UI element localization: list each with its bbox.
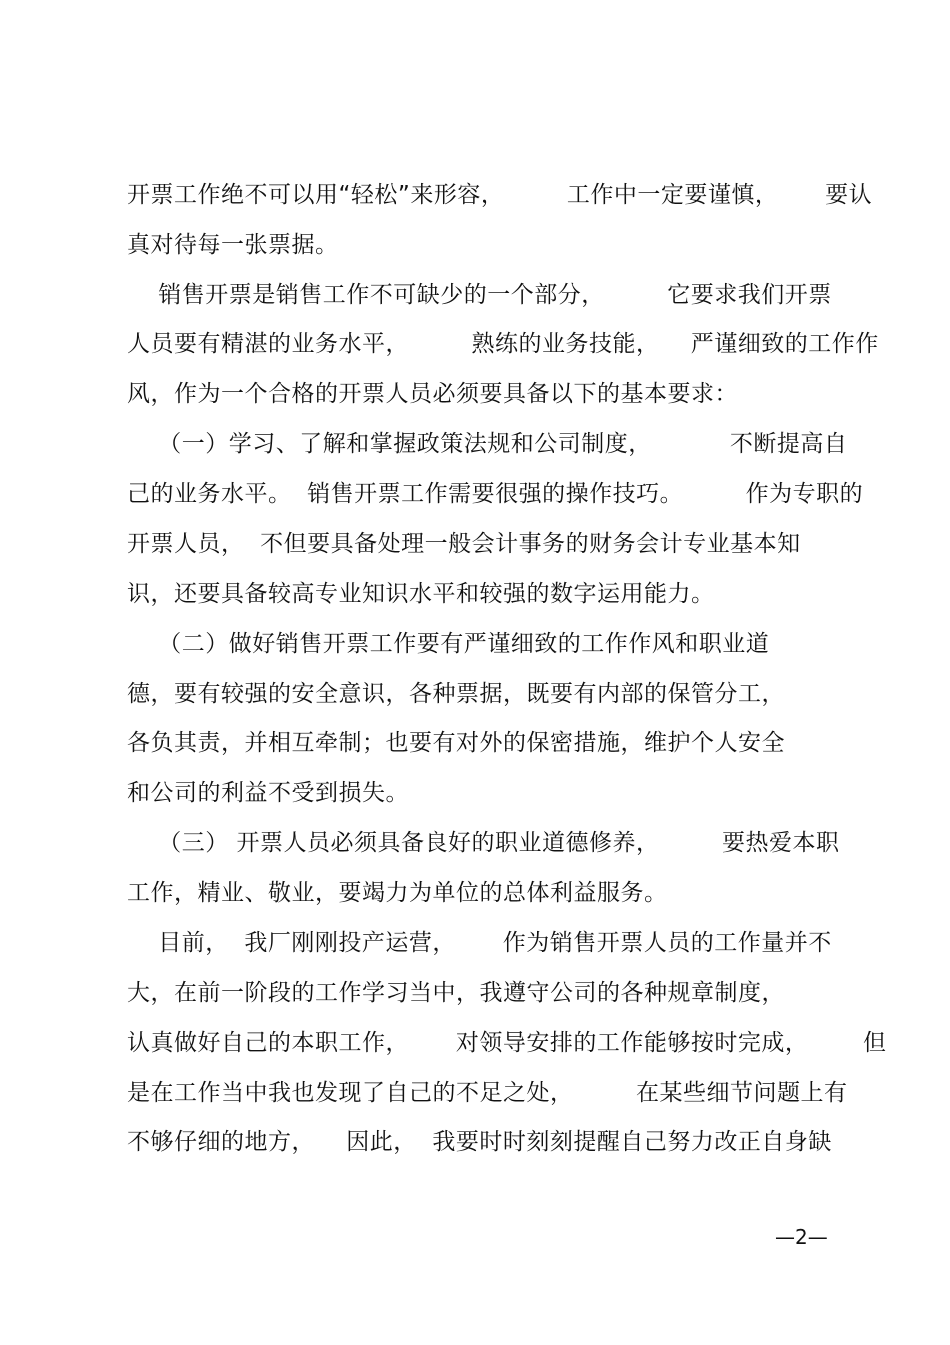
text-line: 销售开票是销售工作不可缺少的一个部分， 它要求我们开票: [127, 282, 832, 308]
text-line: 开票工作绝不可以用“轻松”来形容， 工作中一定要谨慎， 要认: [127, 182, 873, 208]
text-line: 各负其责，并相互牵制；也要有对外的保密措施，维护个人安全: [127, 730, 785, 756]
text-line: 是在工作当中我也发现了自己的不足之处， 在某些细节问题上有: [127, 1080, 848, 1106]
text-line: 和公司的利益不受到损失。: [127, 780, 409, 806]
text-line: 真对待每一张票据。: [127, 232, 339, 258]
text-line: （一）学习、了解和掌握政策法规和公司制度， 不断提高自: [127, 431, 848, 457]
text-line: （三） 开票人员必须具备良好的职业道德修养， 要热爱本职: [127, 830, 840, 856]
text-line: 识，还要具备较高专业知识水平和较强的数字运用能力。: [127, 581, 715, 607]
text-line: 人员要有精湛的业务水平， 熟练的业务技能， 严谨细致的工作作: [127, 331, 879, 357]
page-number: —2—: [775, 1225, 828, 1249]
text-line: 开票人员， 不但要具备处理一般会计事务的财务会计专业基本知: [127, 531, 801, 557]
text-line: 工作，精业、敬业，要竭力为单位的总体利益服务。: [127, 880, 668, 906]
text-line: （二）做好销售开票工作要有严谨细致的工作作风和职业道: [127, 631, 770, 657]
text-line: 己的业务水平。 销售开票工作需要很强的操作技巧。 作为专职的: [127, 481, 864, 507]
text-line: 不够仔细的地方， 因此， 我要时时刻刻提醒自己努力改正自身缺: [127, 1129, 832, 1155]
text-line: 目前， 我厂刚刚投产运营， 作为销售开票人员的工作量并不: [127, 930, 832, 956]
text-line: 认真做好自己的本职工作， 对领导安排的工作能够按时完成， 但: [127, 1030, 887, 1056]
text-line: 风，作为一个合格的开票人员必须要具备以下的基本要求：: [127, 381, 738, 407]
text-line: 大，在前一阶段的工作学习当中，我遵守公司的各种规章制度，: [127, 980, 785, 1006]
text-line: 德，要有较强的安全意识，各种票据，既要有内部的保管分工，: [127, 681, 785, 707]
